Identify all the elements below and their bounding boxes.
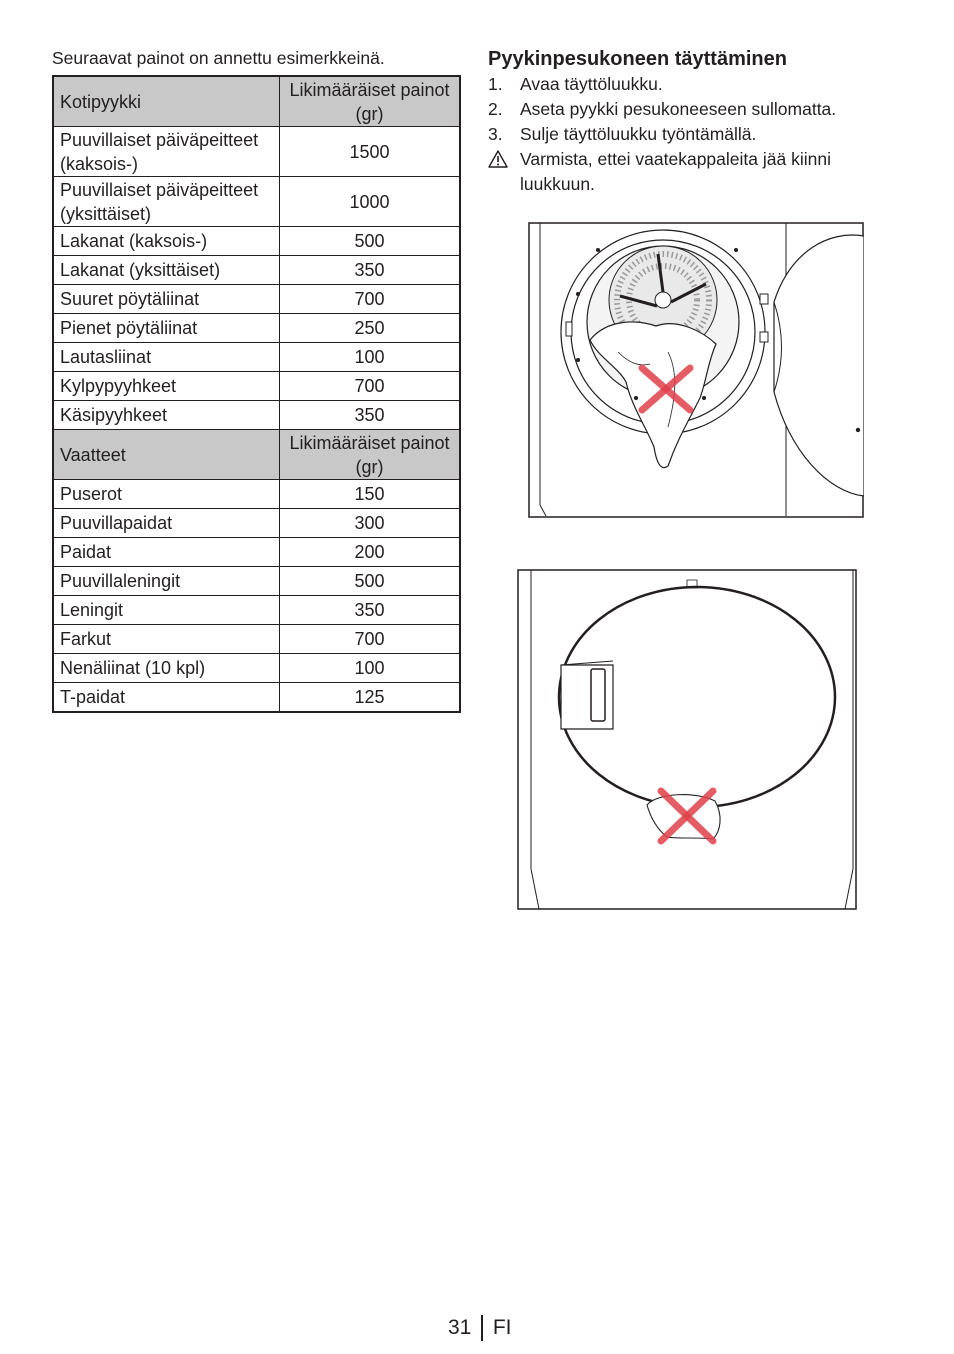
language-code: FI bbox=[492, 1316, 512, 1339]
row-weight: 200 bbox=[280, 538, 461, 567]
row-weight: 1500 bbox=[280, 127, 461, 177]
closed-door-laundry-illustration bbox=[517, 569, 857, 910]
header-clothes-weight: Likimääräiset painot (gr) bbox=[280, 430, 461, 480]
warning-text: Varmista, ettei vaatekappaleita jää kiinni luukkuun. bbox=[520, 149, 831, 194]
table-row bbox=[53, 538, 460, 567]
table-row bbox=[53, 509, 460, 538]
table-row bbox=[53, 401, 460, 430]
table-row bbox=[53, 596, 460, 625]
table-row bbox=[53, 177, 460, 227]
row-weight: 350 bbox=[280, 401, 461, 430]
row-name: Puuvillaleningit bbox=[53, 567, 280, 596]
weights-table bbox=[52, 75, 461, 713]
table-row bbox=[53, 683, 460, 713]
row-weight: 500 bbox=[280, 227, 461, 256]
row-name: Nenäliinat (10 kpl) bbox=[53, 654, 280, 683]
warning-note bbox=[488, 147, 908, 197]
step-text: Aseta pyykki pesukoneeseen sullomatta. bbox=[520, 99, 837, 119]
row-weight: 700 bbox=[280, 372, 461, 401]
warning-triangle-icon bbox=[488, 147, 520, 197]
row-name: Paidat bbox=[53, 538, 280, 567]
header-clothes-label: Vaatteet bbox=[53, 430, 280, 480]
table-row bbox=[53, 343, 460, 372]
row-name: Puuvillaiset päiväpeitteet (kaksois-) bbox=[53, 127, 280, 177]
table-row bbox=[53, 256, 460, 285]
row-weight: 150 bbox=[280, 480, 461, 509]
row-name: Puuvillapaidat bbox=[53, 509, 280, 538]
page-footer bbox=[448, 1315, 512, 1341]
row-name: Farkut bbox=[53, 625, 280, 654]
row-weight: 350 bbox=[280, 596, 461, 625]
table-header-clothes bbox=[53, 430, 460, 480]
table-row bbox=[53, 127, 460, 177]
row-weight: 700 bbox=[280, 625, 461, 654]
section-title: Pyykinpesukoneen täyttäminen bbox=[488, 48, 787, 70]
table-row bbox=[53, 227, 460, 256]
row-weight: 500 bbox=[280, 567, 461, 596]
table-row bbox=[53, 372, 460, 401]
row-name: Suuret pöytäliinat bbox=[53, 285, 280, 314]
row-name: Pienet pöytäliinat bbox=[53, 314, 280, 343]
row-name: Puserot bbox=[53, 480, 280, 509]
step-number: 1. bbox=[488, 74, 503, 94]
table-row bbox=[53, 567, 460, 596]
row-name: T-paidat bbox=[53, 683, 280, 713]
step-text: Sulje täyttöluukku työntämällä. bbox=[520, 124, 757, 144]
table-header-household bbox=[53, 76, 460, 127]
row-name: Puuvillaiset päiväpeitteet (yksittäiset) bbox=[53, 177, 280, 227]
header-household-label: Kotipyykki bbox=[53, 76, 280, 127]
row-name: Lakanat (kaksois-) bbox=[53, 227, 280, 256]
row-name: Kylpypyyhkeet bbox=[53, 372, 280, 401]
footer-divider bbox=[481, 1315, 483, 1341]
step-text: Avaa täyttöluukku. bbox=[520, 74, 663, 94]
row-name: Lakanat (yksittäiset) bbox=[53, 256, 280, 285]
row-weight: 300 bbox=[280, 509, 461, 538]
step-number: 2. bbox=[488, 99, 503, 119]
row-name: Käsipyyhkeet bbox=[53, 401, 280, 430]
page-number: 31 bbox=[448, 1316, 472, 1339]
table-row bbox=[53, 480, 460, 509]
row-name: Lautasliinat bbox=[53, 343, 280, 372]
row-weight: 125 bbox=[280, 683, 461, 713]
row-weight: 250 bbox=[280, 314, 461, 343]
list-item bbox=[488, 72, 908, 97]
steps-list bbox=[488, 72, 908, 147]
row-weight: 700 bbox=[280, 285, 461, 314]
table-row bbox=[53, 625, 460, 654]
step-number: 3. bbox=[488, 124, 503, 144]
list-item bbox=[488, 122, 908, 147]
row-name: Leningit bbox=[53, 596, 280, 625]
header-household-weight: Likimääräiset painot (gr) bbox=[280, 76, 461, 127]
row-weight: 1000 bbox=[280, 177, 461, 227]
row-weight: 100 bbox=[280, 654, 461, 683]
row-weight: 100 bbox=[280, 343, 461, 372]
row-weight: 350 bbox=[280, 256, 461, 285]
intro-text: Seuraavat painot on annettu esimerkkeinä. bbox=[52, 48, 385, 68]
table-row bbox=[53, 285, 460, 314]
open-door-laundry-illustration bbox=[528, 222, 864, 518]
table-row bbox=[53, 314, 460, 343]
loading-section bbox=[488, 46, 908, 197]
list-item bbox=[488, 97, 908, 122]
table-row bbox=[53, 654, 460, 683]
